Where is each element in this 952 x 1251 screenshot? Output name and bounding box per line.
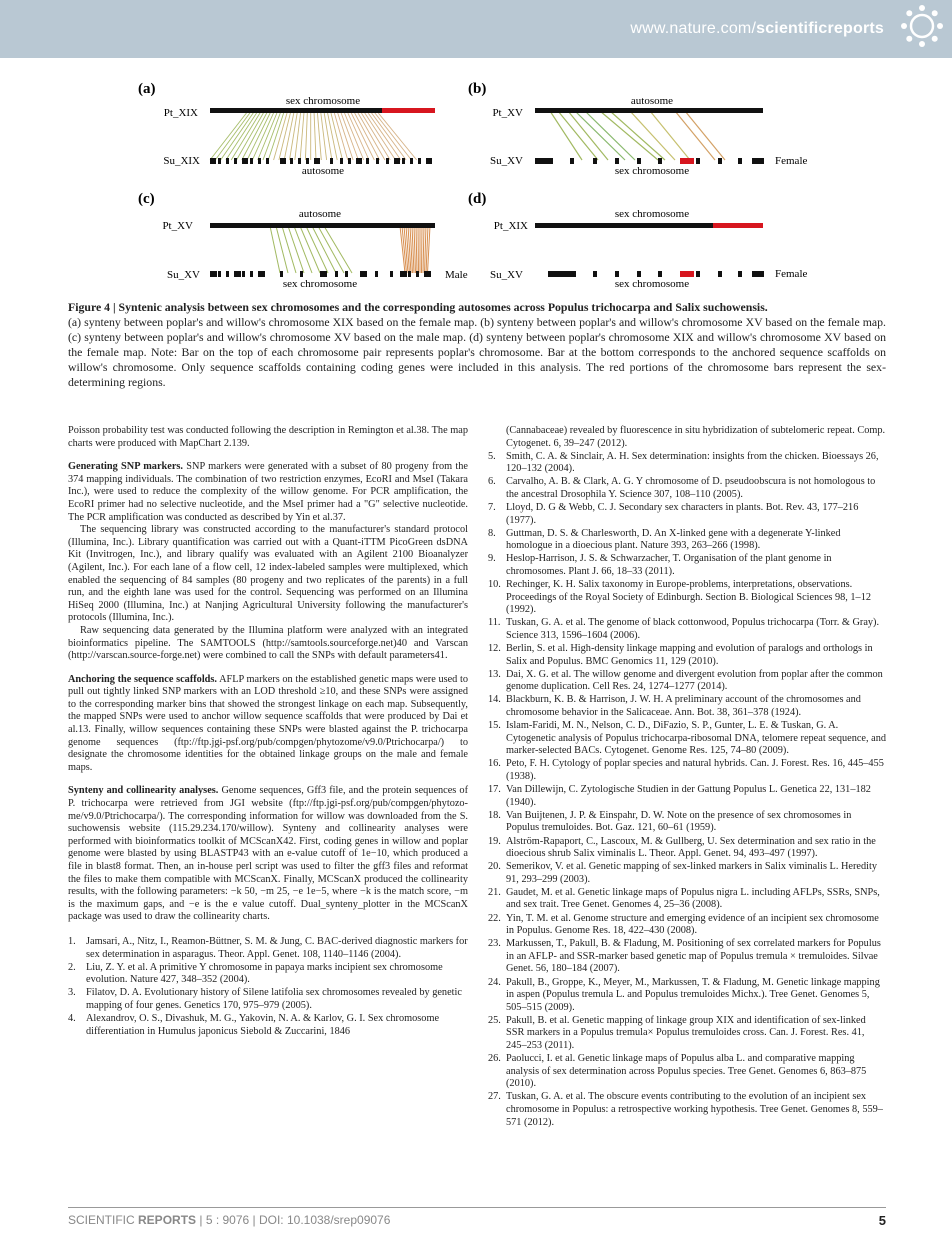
reference-item: 27. Tuskan, G. A. et al. The obscure events contributing to the evolution of an incipient sex chromosome in Populus: a retrospective working hypothesis. Tree Genet. Genomes 8, 559–571 (2012). <box>488 1091 883 1128</box>
reference-item: 3. Filatov, D. A. Evolutionary history of Silene latifolia sex chromosomes revealed by genetic mapping of four genes. Genetics 170, 975–979 (2005). <box>68 987 462 1011</box>
scaffold <box>410 158 413 164</box>
section-snp: Generating SNP markers. SNP markers were generated with a subset of 80 progeny from the 374 mapping individuals. The combination of two restriction enzymes, EcoRI and MseI (Takara Inc.), were used to reduce the complexity of the willow genome. For PCR amplification, the EcoRI primer had no selective nucleotide, and the MseI primer had a "G" selective nucleotide. The PCR amplification was conducted as described by Yin et al.37. <box>68 461 469 523</box>
link <box>340 111 358 160</box>
link <box>317 111 321 160</box>
top-label: autosome <box>630 95 674 107</box>
reference-item: 24. Pakull, B., Groppe, K., Meyer, M., Markussen, T. & Fladung, M. Genetic linkage mapping in aspen (Populus tremula L. and Populus tremuloides Michx.). Tree Genet. Genomes 5, 505–515 (2009). <box>488 976 880 1013</box>
bottom-label: autosome <box>301 165 345 177</box>
link <box>422 226 423 273</box>
journal-header <box>0 0 952 58</box>
panel-b <box>468 81 807 177</box>
sex-determining-region <box>713 223 763 228</box>
panel-a <box>138 81 435 177</box>
paragraph: The sequencing library was constructed according to the manufacturer's standard protocol (Illumina, Inc.). Library quantification was carried out with a Quant-iTTM PicoGreen dsDNA Kit (Invitrogen, Inc.), and library qualify was evaluated with an Agilent 2100 Bioanalyzer (Agilent, Inc.). For each lane of a flow cell, 12 index-labeled samples were multiplexed, which enabled the sequencing of 84 samples (80 progeny and two replicates of the parents) in a full run, and the eighth lane was used for the control. Sequencing was performed on an Illumina HiSeq 2000 (Illumina, Inc.) at Nanjing Agricultural University following the manufacturer's protocols (Illumina, Inc.). <box>68 524 468 624</box>
bottom-label: sex chromosome <box>614 278 690 288</box>
top-label: sex chromosome <box>614 208 690 220</box>
caption-title: Figure 4 | Syntenic analysis between sex chromosomes and the corresponding autosomes across Populus trichocarpa and Salix suchowensis. <box>68 300 768 314</box>
reference-item: 18. Van Buijtenen, J. P. & Einspahr, D. W. Note on the presence of sex chromosomes in Populus tremuloides. Bot. Gaz. 121, 60–61 (1959). <box>488 809 852 834</box>
figure-caption <box>68 300 886 390</box>
bottom-chrom-name: Su_XV <box>489 269 523 281</box>
scaffold <box>366 158 369 164</box>
link <box>416 226 417 273</box>
link <box>314 111 316 160</box>
scaffold <box>356 158 362 164</box>
scaffold <box>210 271 217 277</box>
reference-item: 13. Dai, X. G. et al. The willow genome and divergent evolution from poplar after the common genome duplication. Cell Res. 24, 1274–1277 (2014). <box>488 668 883 693</box>
scaffold <box>258 271 265 277</box>
methods-intro: Poisson probability test was conducted following the description in Remington et al.38. The map charts were produced with MapChart 2.139. <box>68 425 468 449</box>
scaffold <box>424 271 431 277</box>
figure-4 <box>130 78 830 288</box>
link <box>263 111 281 160</box>
page-footer <box>68 1213 886 1233</box>
reference-item: 22. Yin, T. M. et al. Genome structure and emerging evidence of an incipient sex chromosome in Populus. Genome Res. 18, 422–430 (2008). <box>488 912 879 937</box>
scaffold <box>234 158 237 164</box>
page-number: 5 <box>878 1213 886 1228</box>
link <box>276 226 288 273</box>
scaffold <box>300 271 303 277</box>
link <box>367 111 401 160</box>
scaffold <box>218 158 221 164</box>
synteny-links <box>550 111 725 160</box>
reference-item: 23. Markussen, T., Pakull, B. & Fladung, M. Positioning of sex correlated markers for Populus in an AFLP- and SSR-marker based genetic map of Populus tremula × tremuloides. Silvae Genet. 56, 180–184 (2007). <box>488 938 881 975</box>
scaffold <box>386 158 389 164</box>
scaffold <box>375 271 378 277</box>
scaffold <box>330 158 333 164</box>
top-chrom-name: Pt_XV <box>492 107 523 119</box>
reference-item: 21. Gaudet, M. et al. Genetic linkage maps of Populus nigra L. including AFLPs, SSRs, SNPs, and sex trait. Tree Genet. Genomes 4, 25–36 (2008). <box>488 886 880 911</box>
link <box>300 111 304 160</box>
synteny-figure <box>130 78 830 288</box>
bottom-label: sex chromosome <box>282 278 358 288</box>
sex-determining-region <box>680 158 694 164</box>
poplar-chrom-bar <box>535 108 763 113</box>
scaffold <box>426 158 432 164</box>
link <box>305 111 307 160</box>
bottom-label: sex chromosome <box>614 165 690 177</box>
reference-item: 5. Smith, C. A. & Sinclair, A. H. Sex determination: insights from the chicken. Bioessays 26, 120–132 (2004). <box>488 450 879 475</box>
link <box>282 226 296 273</box>
bottom-chrom-name: Su_XIX <box>163 155 200 167</box>
scaffold <box>376 158 379 164</box>
scaffold <box>226 271 229 277</box>
link <box>288 226 304 273</box>
synteny-links <box>210 111 417 160</box>
sex-determining-region <box>680 271 694 277</box>
scaffold <box>416 271 419 277</box>
scaffold <box>335 271 338 277</box>
reference-item: 11. Tuskan, G. A. et al. The genome of black cottonwood, Populus trichocarpa (Torr. & Gray). Science 313, 1596–1604 (2006). <box>488 617 880 641</box>
scaffold <box>320 271 327 277</box>
link <box>324 226 352 273</box>
top-chrom-name: Pt_XIX <box>163 107 198 119</box>
paragraph: Raw sequencing data generated by the Illumina platform were analyzed with an integrated bioinformatics pipeline. The SAMTOOLS (http://samtools.sourceforge.net)40 and Varscan (http://varscan.source-forge.net) were combined to call the SNPs with default parameters41. <box>68 624 468 662</box>
scaffold <box>258 158 261 164</box>
reference-item: 17. Van Dillewijn, C. Zytologische Studien in der Gattung Populus L. Genetica 22, 131–182 (1940). <box>488 784 871 808</box>
scaffold <box>250 271 253 277</box>
reference-item: 9. Heslop-Harrison, J. S. & Schwarzacher, T. Organisation of the plant genome in chromosomes. Plant J. 66, 18–33 (2011). <box>488 553 832 578</box>
panel-letter: (b) <box>468 81 487 97</box>
scaffold <box>242 271 245 277</box>
reference-item: 14. Blackburn, K. B. & Harrison, J. W. H. A preliminary account of the chromosomes and chromosome behavior in the Salicaceae. Ann. Bot. 38, 361–378 (1924). <box>488 694 861 719</box>
reference-item: 2. Liu, Z. Y. et al. A primitive Y chromosome in papaya marks incipient sex chromosome evolution. Nature 427, 348–352 (2004). <box>68 961 443 986</box>
scaffold <box>394 158 400 164</box>
reference-item: 4. Alexandrov, O. S., Divashuk, M. G., Yakovin, N. A. & Karlov, G. I. Sex chromosome differentiation in Humulus japonicus Siebold & Zuccarini, 1846 <box>68 1013 440 1037</box>
scaffold <box>348 158 351 164</box>
scaffold <box>218 271 221 277</box>
reference-list <box>68 936 468 1038</box>
link <box>221 111 255 160</box>
scaffold <box>408 271 411 277</box>
caption-body: (a) synteny between poplar's and willow's chromosome XIX based on the female map. (b) synteny between poplar's and willow's chromosome XV based on the female map. (c) synteny between poplar's and willow's chromosome XV based on the male map. (d) synteny between poplar's chromosome XIX and willow's chromosome XV based on the female map. Note: Bar on the top of each chromosome pair represents poplar's chromosome. Bar at the bottom corresponds to the anchored sequence scaffolds on willow's chromosome. Only sequence scaffolds containing coding genes were included in this analysis. The red portions of the chromosome bars represent the sex-determining regions. <box>68 315 886 389</box>
link <box>312 226 336 273</box>
scaffold <box>266 158 269 164</box>
scaffold <box>306 158 309 164</box>
scaffold <box>298 158 301 164</box>
link <box>423 226 424 273</box>
willow-scaffolds <box>210 271 431 277</box>
scaffold <box>390 271 393 277</box>
panel-letter: (a) <box>138 81 156 97</box>
reference-item: 26. Paolucci, I. et al. Genetic linkage maps of Populus alba L. and comparative mapping analysis of sex determination across Populus species. Tree Genet. Genomes 6, 863–875 (2010). <box>488 1053 867 1090</box>
willow-scaffolds <box>548 271 764 277</box>
top-label: sex chromosome <box>285 95 361 107</box>
citation: | 5 : 9076 | DOI: 10.1038/srep09076 <box>196 1213 391 1227</box>
top-chrom-name: Pt_XV <box>162 220 193 232</box>
panel-letter: (c) <box>138 191 155 207</box>
side-label: Male <box>445 269 468 281</box>
scaffold <box>250 158 253 164</box>
scaffold <box>242 158 248 164</box>
reference-item: 6. Carvalho, A. B. & Clark, A. G. Y chromosome of D. pseudoobscura is not homologous to the ancestral Drosophila Y. Science 307, 108–110 (2005). <box>488 476 876 500</box>
reference-item: 10. Rechinger, K. H. Salix taxonomy in Europe-problems, interpretations, observations. Proceedings of the Royal Society of Edinburgh. Section B. Biological Sciences 98, 1–12 (1992). <box>488 579 872 616</box>
panel-c <box>138 191 468 288</box>
reference-item: 15. Islam-Faridi, M. N., Nelson, C. D., DiFazio, S. P., Gunter, L. E. & Tuskan, G. A. Cytogenetic analysis of Populus trichocarpa-ribosomal DNA, telomere repeat sequence, and marker-selected BACs. Cytogenet. Genome Res. 125, 74–80 (2009). <box>488 720 887 757</box>
bottom-chrom-name: Su_XV <box>166 269 200 281</box>
side-label: Female <box>775 155 808 167</box>
scaffold <box>340 158 343 164</box>
side-label: Female <box>775 268 808 280</box>
link <box>418 226 419 273</box>
link <box>414 226 416 273</box>
link <box>321 111 327 160</box>
right-column <box>488 425 886 1130</box>
panel-letter: (d) <box>468 191 487 207</box>
bottom-chrom-name: Su_XV <box>489 155 523 167</box>
scaffold <box>280 271 283 277</box>
poplar-chrom-bar <box>210 223 435 228</box>
scaffold <box>210 158 216 164</box>
scaffold <box>280 158 286 164</box>
scaffold <box>345 271 348 277</box>
scaffold <box>290 158 293 164</box>
link <box>290 111 298 160</box>
reference-item: 19. Alström-Rapaport, C., Lascoux, M. & Gullberg, U. Sex determination and sex ratio in the dioecious shrub Salix viminalis L. Theor. Appl. Genet. 94, 493–497 (1997). <box>488 835 876 860</box>
scaffold <box>226 158 229 164</box>
scaffold <box>234 271 241 277</box>
journal-name: SCIENTIFIC REPORTS <box>68 1213 197 1227</box>
scaffold <box>360 271 367 277</box>
scaffold <box>418 158 421 164</box>
section-synteny: Synteny and collinearity analyses. Genome sequences, Gff3 file, and the protein sequences of P. trichocarpa were retrieved from JGI website (ftp://ftp.jgi-psf.org/pub/compgen/phytozo- me/v9.0/Ptrichocarpa/). The corresponding information for willow was downloaded from the S. suchowensis website (115.29.234.170/willow). Synteny and collinearity analyses were performed with bioinformatics toolkit of MCScanX42. First, coding genes in willow and poplar genome were blasted by using BLASTP43 with an e-value cutoff of 1e−10, which produced a file in blast8 format. Then, an in-house perl script was used to filter the gff3 files and reformat the files to make them compatible with MCScanX. Finally, MCScanX produced the collinearity results, with the following parameters: −k 50, −m 25, −e 1e−5, where −k is the match score, −m is the maximum gaps, and −e is the e value cutoff. Dual_synteny_plotter in the MCScanX package was used to draw the collinearity charts. <box>68 785 469 923</box>
reference-item: 16. Peto, F. H. Cytology of poplar species and natural hybrids. Can. J. Forest. Res. 16, 445–455 (1938). <box>488 758 884 783</box>
reference-item: 25. Pakull, B. et al. Genetic mapping of linkage group XIX and identification of sex-linked SSR markers in a Populus tremula× Populus tremuloides cross. Can. J. Forest. Res. 41, 245–253 (2011). <box>488 1014 866 1051</box>
scaffold <box>402 158 405 164</box>
sex-determining-region <box>382 108 435 113</box>
link <box>318 226 344 273</box>
left-column <box>68 425 468 1039</box>
reference-item: 12. Berlin, S. et al. High-density linkage mapping and evolution of paralogs and orthologs in Salix and Populus. BMC Genomics 11, 129 (2010). <box>488 643 873 667</box>
willow-scaffolds <box>535 158 764 164</box>
top-chrom-name: Pt_XIX <box>493 220 528 232</box>
gear-logo-icon <box>898 2 946 50</box>
top-label: autosome <box>298 208 342 220</box>
reference-item: 8. Guttman, D. S. & Charlesworth, D. An X-linked gene with a degenerate Y-linked homologue in a dioecious plant. Nature 393, 263–266 (1998). <box>488 527 841 552</box>
link <box>270 226 280 273</box>
journal-url[interactable]: www.nature.com/scientificreports <box>630 20 884 37</box>
link <box>377 111 417 160</box>
synteny-links <box>270 226 430 273</box>
scaffold <box>400 271 407 277</box>
link <box>324 111 332 160</box>
panel-d <box>468 191 807 288</box>
footer-rule <box>68 1207 886 1208</box>
section-heading: Generating SNP markers. <box>68 461 183 473</box>
reference-list <box>488 425 886 1129</box>
reference-item: 7. Lloyd, D. G & Webb, C. J. Secondary sex characters in plants. Bot. Rev. 43, 177–216 (1977). <box>488 502 859 526</box>
section-anchoring: Anchoring the sequence scaffolds. AFLP markers on the established genetic maps were used to pull out tightly linked SNP markers with an LOD threshold ≥10, and these SNPs were assigned to the corresponding marker bins that showed the strongest linkage on each map. Subsequently, the mapped SNPs were used to anchor willow sequence scaffolds that were produced by Dai et al.13. Finally, willow sequences containing these SNPs were blasted against the P. trichocarpa genome sequences (ftp://ftp.jgi-psf.org/pub/compgen/phytozome/v9.0/Ptrichocarpa/) to designate the chromosome identities for the obtained linkage groups on the male and female maps. <box>68 673 468 773</box>
reference-continued: (Cannabaceae) revealed by fluorescence in situ hybridization of subtelomeric repeat. Comp. Cytogenet. 6, 39–247 (2012). <box>506 425 886 449</box>
section-heading: Synteny and collinearity analyses. <box>68 785 219 797</box>
section-heading: Anchoring the sequence scaffolds. <box>68 673 217 685</box>
link <box>425 226 427 273</box>
reference-item: 1. Jamsari, A., Nitz, I., Reamon-Büttner, S. M. & Jung, C. BAC-derived diagnostic markers for sex determination in asparagus. Theor. Appl. Genet. 108, 1140–1146 (2004). <box>68 935 468 960</box>
scaffold <box>314 158 320 164</box>
reference-item: 20. Semerikov, V. et al. Genetic mapping of sex-linked markers in Salix viminalis L. Heredity 91, 293–299 (2003). <box>488 861 877 885</box>
link <box>295 111 301 160</box>
